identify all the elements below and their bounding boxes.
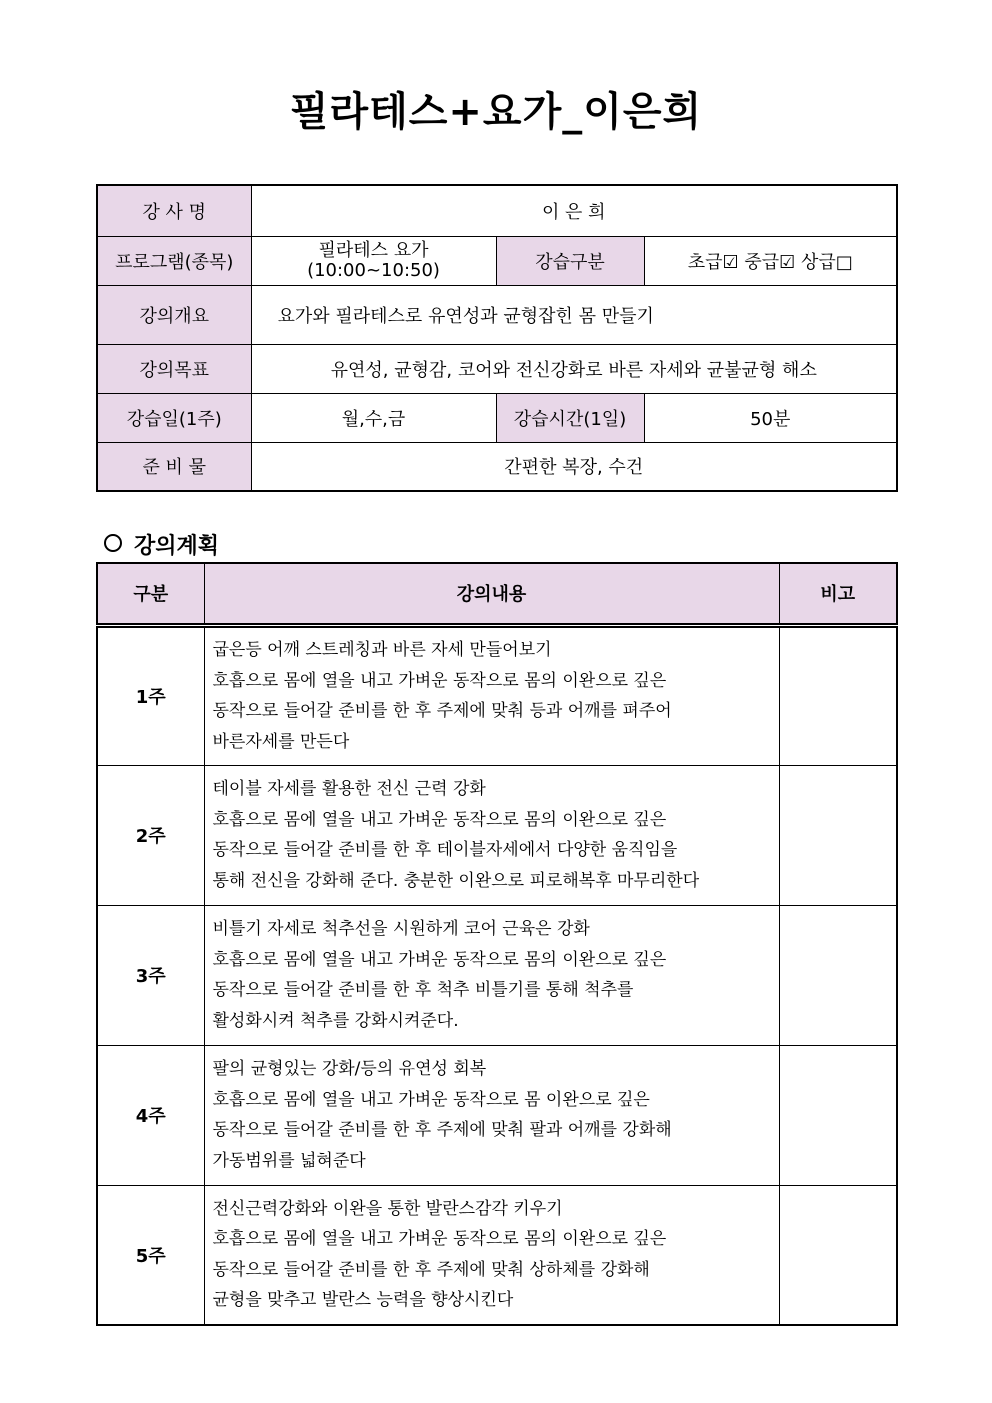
level-label: 강습구분 [496, 236, 644, 285]
week-note [779, 905, 897, 1045]
program-time: (10:00~10:50) [307, 259, 440, 281]
week-label: 5주 [97, 1185, 204, 1325]
table-row [97, 905, 897, 1045]
program-value [251, 236, 496, 285]
lesson-plan-table [96, 562, 898, 1326]
content-line: 통해 전신을 강화해 준다. 충분한 이완으로 피로해복후 마무리한다 [212, 870, 700, 891]
content-line: 동작으로 들어갈 준비를 한 후 척추 비틀기를 통해 척추를 [212, 980, 634, 1000]
duration-value: 50분 [644, 393, 897, 442]
content-line: 균형을 맞추고 발란스 능력을 향상시킨다 [212, 1290, 514, 1311]
content-line: 동작으로 들어갈 준비를 한 후 주제에 맞춰 팔과 어깨를 강화해 [212, 1120, 672, 1140]
week-content [204, 765, 779, 905]
header-note: 비고 [779, 563, 897, 625]
content-line: 활성화시켜 척추를 강화시켜준다. [212, 1010, 459, 1031]
content-line: 호흡으로 몸에 열을 내고 가벼운 동작으로 몸의 이완으로 깊은 [212, 1229, 667, 1250]
week-note [779, 1045, 897, 1185]
table-row [97, 765, 897, 905]
week-label: 2주 [97, 765, 204, 905]
week-label: 4주 [97, 1045, 204, 1185]
header-week: 구분 [97, 563, 204, 625]
content-line: 비틀기 자세로 척추선을 시원하게 코어 근육은 강화 [212, 919, 590, 939]
week-note [779, 1185, 897, 1325]
goal-label: 강의목표 [97, 344, 251, 393]
week-note [779, 625, 897, 765]
days-label: 강습일(1주) [97, 393, 251, 442]
content-line: 호흡으로 몸에 열을 내고 가벼운 동작으로 몸의 이완으로 깊은 [212, 809, 667, 830]
header-content: 강의내용 [204, 563, 779, 625]
week-content [204, 1045, 779, 1185]
content-line: 동작으로 들어갈 준비를 한 후 테이블자세에서 다양한 움직임을 [212, 840, 678, 860]
schedule-row [97, 393, 897, 442]
week-note [779, 765, 897, 905]
instructor-row [97, 185, 897, 236]
section-title: 강의계획 [134, 534, 220, 559]
week-content [204, 1185, 779, 1325]
course-info-table [96, 184, 898, 492]
section-heading [104, 529, 219, 560]
plan-header-row [97, 563, 897, 625]
week-content [204, 905, 779, 1045]
program-name: 필라테스 요가 [318, 239, 429, 261]
duration-label: 강습시간(1일) [496, 393, 644, 442]
days-value: 월,수,금 [251, 393, 496, 442]
week-content [204, 625, 779, 765]
instructor-value: 이 은 희 [251, 185, 897, 236]
goal-row [97, 344, 897, 393]
content-line: 동작으로 들어갈 준비를 한 후 주제에 맞춰 상하체를 강화해 [212, 1259, 650, 1280]
content-line: 팔의 균형있는 강화/등의 유연성 회복 [212, 1059, 487, 1079]
content-line: 굽은등 어깨 스트레칭과 바른 자세 만들어보기 [212, 640, 552, 660]
circle-bullet-icon [104, 534, 122, 552]
level-value: 초급☑ 중급☑ 상급□ [644, 236, 897, 285]
program-label: 프로그램(종목) [97, 236, 251, 285]
week-label: 3주 [97, 905, 204, 1045]
table-row [97, 1045, 897, 1185]
program-row [97, 236, 897, 285]
document-title: 필라테스+요가_이은희 [289, 89, 703, 135]
table-row [97, 1185, 897, 1325]
supplies-row [97, 442, 897, 491]
content-line: 전신근력강화와 이완을 통한 발란스감각 키우기 [212, 1198, 563, 1219]
content-line: 호흡으로 몸에 열을 내고 가벼운 동작으로 몸의 이완으로 깊은 [212, 670, 667, 691]
instructor-label: 강 사 명 [97, 185, 251, 236]
content-line: 호흡으로 몸에 열을 내고 가벼운 동작으로 몸의 이완으로 깊은 [212, 949, 667, 970]
content-line: 가동범위를 넓혀준다 [212, 1150, 366, 1171]
content-line: 테이블 자세를 활용한 전신 근력 강화 [212, 779, 486, 799]
overview-label: 강의개요 [97, 285, 251, 344]
week-label: 1주 [97, 625, 204, 765]
goal-value: 유연성, 균형감, 코어와 전신강화로 바른 자세와 균불균형 해소 [251, 344, 897, 393]
content-line: 호흡으로 몸에 열을 내고 가벼운 동작으로 몸 이완으로 깊은 [212, 1089, 650, 1110]
supplies-value: 간편한 복장, 수건 [251, 442, 897, 491]
content-line: 바른자세를 만든다 [212, 731, 350, 752]
overview-value: 요가와 필라테스로 유연성과 균형잡힌 몸 만들기 [251, 285, 897, 344]
overview-row [97, 285, 897, 344]
content-line: 동작으로 들어갈 준비를 한 후 주제에 맞춰 등과 어깨를 펴주어 [212, 701, 672, 721]
table-row [97, 625, 897, 765]
supplies-label: 준 비 물 [97, 442, 251, 491]
